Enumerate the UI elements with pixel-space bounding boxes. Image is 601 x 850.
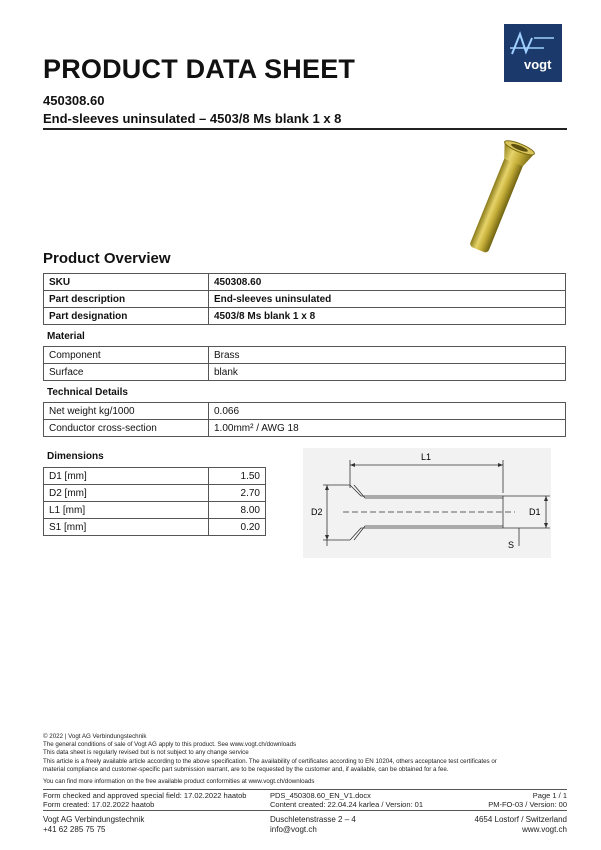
table-row — [44, 364, 566, 381]
header-sku: 450308.60 — [43, 93, 105, 108]
footer-note: material compliance and customer-specific part submission warrant, are to be requested by the customer and, if available, can be obtained for a fee. — [43, 765, 449, 773]
footer-note: This article is a freely available article according to the above specification. The availability of certificates according to EN 10204, others acceptance test certificates or — [43, 757, 497, 765]
row-value: End-sleeves uninsulated — [209, 291, 566, 308]
row-label: L1 [mm] — [44, 502, 209, 519]
row-label: Part designation — [44, 308, 209, 325]
footer-divider-1 — [43, 789, 567, 790]
table-row — [44, 403, 566, 420]
row-value: 0.066 — [209, 403, 566, 420]
label-d2: D2 — [311, 507, 323, 517]
section-title-overview: Product Overview — [43, 250, 171, 267]
footer-note: The general conditions of sale of Vogt AG apply to this product. See www.vogt.ch/downloads — [43, 741, 297, 749]
row-value: 450308.60 — [209, 274, 566, 291]
row-value: blank — [209, 364, 566, 381]
row-value: Brass — [209, 347, 566, 364]
logo-wave-icon — [504, 24, 562, 82]
form-checked: Form checked and approved special field: 17.02.2022 haatob — [43, 791, 247, 800]
row-label: Surface — [44, 364, 209, 381]
page-number: Page 1 / 1 — [532, 791, 567, 800]
overview-table — [43, 273, 566, 325]
table-row — [44, 347, 566, 364]
row-value: 8.00 — [209, 502, 266, 519]
footer-note: This data sheet is regularly revised but is not subject to any change service — [43, 749, 249, 757]
product-image — [440, 132, 560, 260]
row-value: 2.70 — [209, 485, 266, 502]
company-city: 4654 Lostorf / Switzerland — [474, 815, 567, 824]
table-row — [44, 308, 566, 325]
technical-heading: Technical Details — [47, 387, 128, 398]
footer-note: © 2022 | Vogt AG Verbindungstechnik — [43, 733, 147, 740]
dimensions-heading: Dimensions — [47, 451, 104, 462]
material-heading: Material — [47, 331, 85, 342]
row-value: 0.20 — [209, 519, 266, 536]
table-row — [44, 291, 566, 308]
company-logo — [504, 24, 562, 82]
dimensions-table — [43, 467, 266, 536]
company-street: Duschletenstrasse 2 – 4 — [270, 815, 356, 824]
table-row — [44, 485, 266, 502]
label-l1: L1 — [421, 452, 432, 462]
row-label: Net weight kg/1000 — [44, 403, 209, 420]
table-row — [44, 519, 266, 536]
form-version: PM-FO-03 / Version: 00 — [488, 800, 567, 809]
footer-divider-2 — [43, 810, 567, 811]
document-name: PDS_450308.60_EN_V1.docx — [270, 791, 371, 800]
row-label: D2 [mm] — [44, 485, 209, 502]
dimension-drawing — [303, 448, 551, 558]
company-website[interactable]: www.vogt.ch — [522, 825, 567, 834]
row-label: S1 [mm] — [44, 519, 209, 536]
table-row — [44, 274, 566, 291]
row-label: D1 [mm] — [44, 468, 209, 485]
table-row — [44, 420, 566, 437]
label-s: S — [508, 540, 515, 550]
logo-text: vogt — [524, 57, 552, 72]
company-email[interactable]: info@vogt.ch — [270, 825, 317, 834]
footer-notes — [43, 733, 568, 786]
row-label: Component — [44, 347, 209, 364]
row-label: Conductor cross-section — [44, 420, 209, 437]
technical-table — [43, 402, 566, 437]
row-value: 1.50 — [209, 468, 266, 485]
company-name: Vogt AG Verbindungstechnik — [43, 815, 145, 824]
label-d1: D1 — [529, 507, 541, 517]
row-value: 1.00mm² / AWG 18 — [209, 420, 566, 437]
row-label: SKU — [44, 274, 209, 291]
header-subtitle: End-sleeves uninsulated – 4503/8 Ms blank 1 x 8 — [43, 111, 342, 126]
form-created: Form created: 17.02.2022 haatob — [43, 800, 155, 809]
footer-more-info: You can find more information on the free available product conformities at www.vogt.ch/downloads — [43, 778, 315, 786]
header-divider — [43, 128, 567, 130]
material-table — [43, 346, 566, 381]
content-created: Content created: 22.04.24 karlea / Version: 01 — [270, 800, 424, 809]
page-title: PRODUCT DATA SHEET — [43, 54, 356, 84]
company-phone: +41 62 285 75 75 — [43, 825, 106, 834]
row-value: 4503/8 Ms blank 1 x 8 — [209, 308, 566, 325]
table-row — [44, 502, 266, 519]
table-row — [44, 468, 266, 485]
row-label: Part description — [44, 291, 209, 308]
